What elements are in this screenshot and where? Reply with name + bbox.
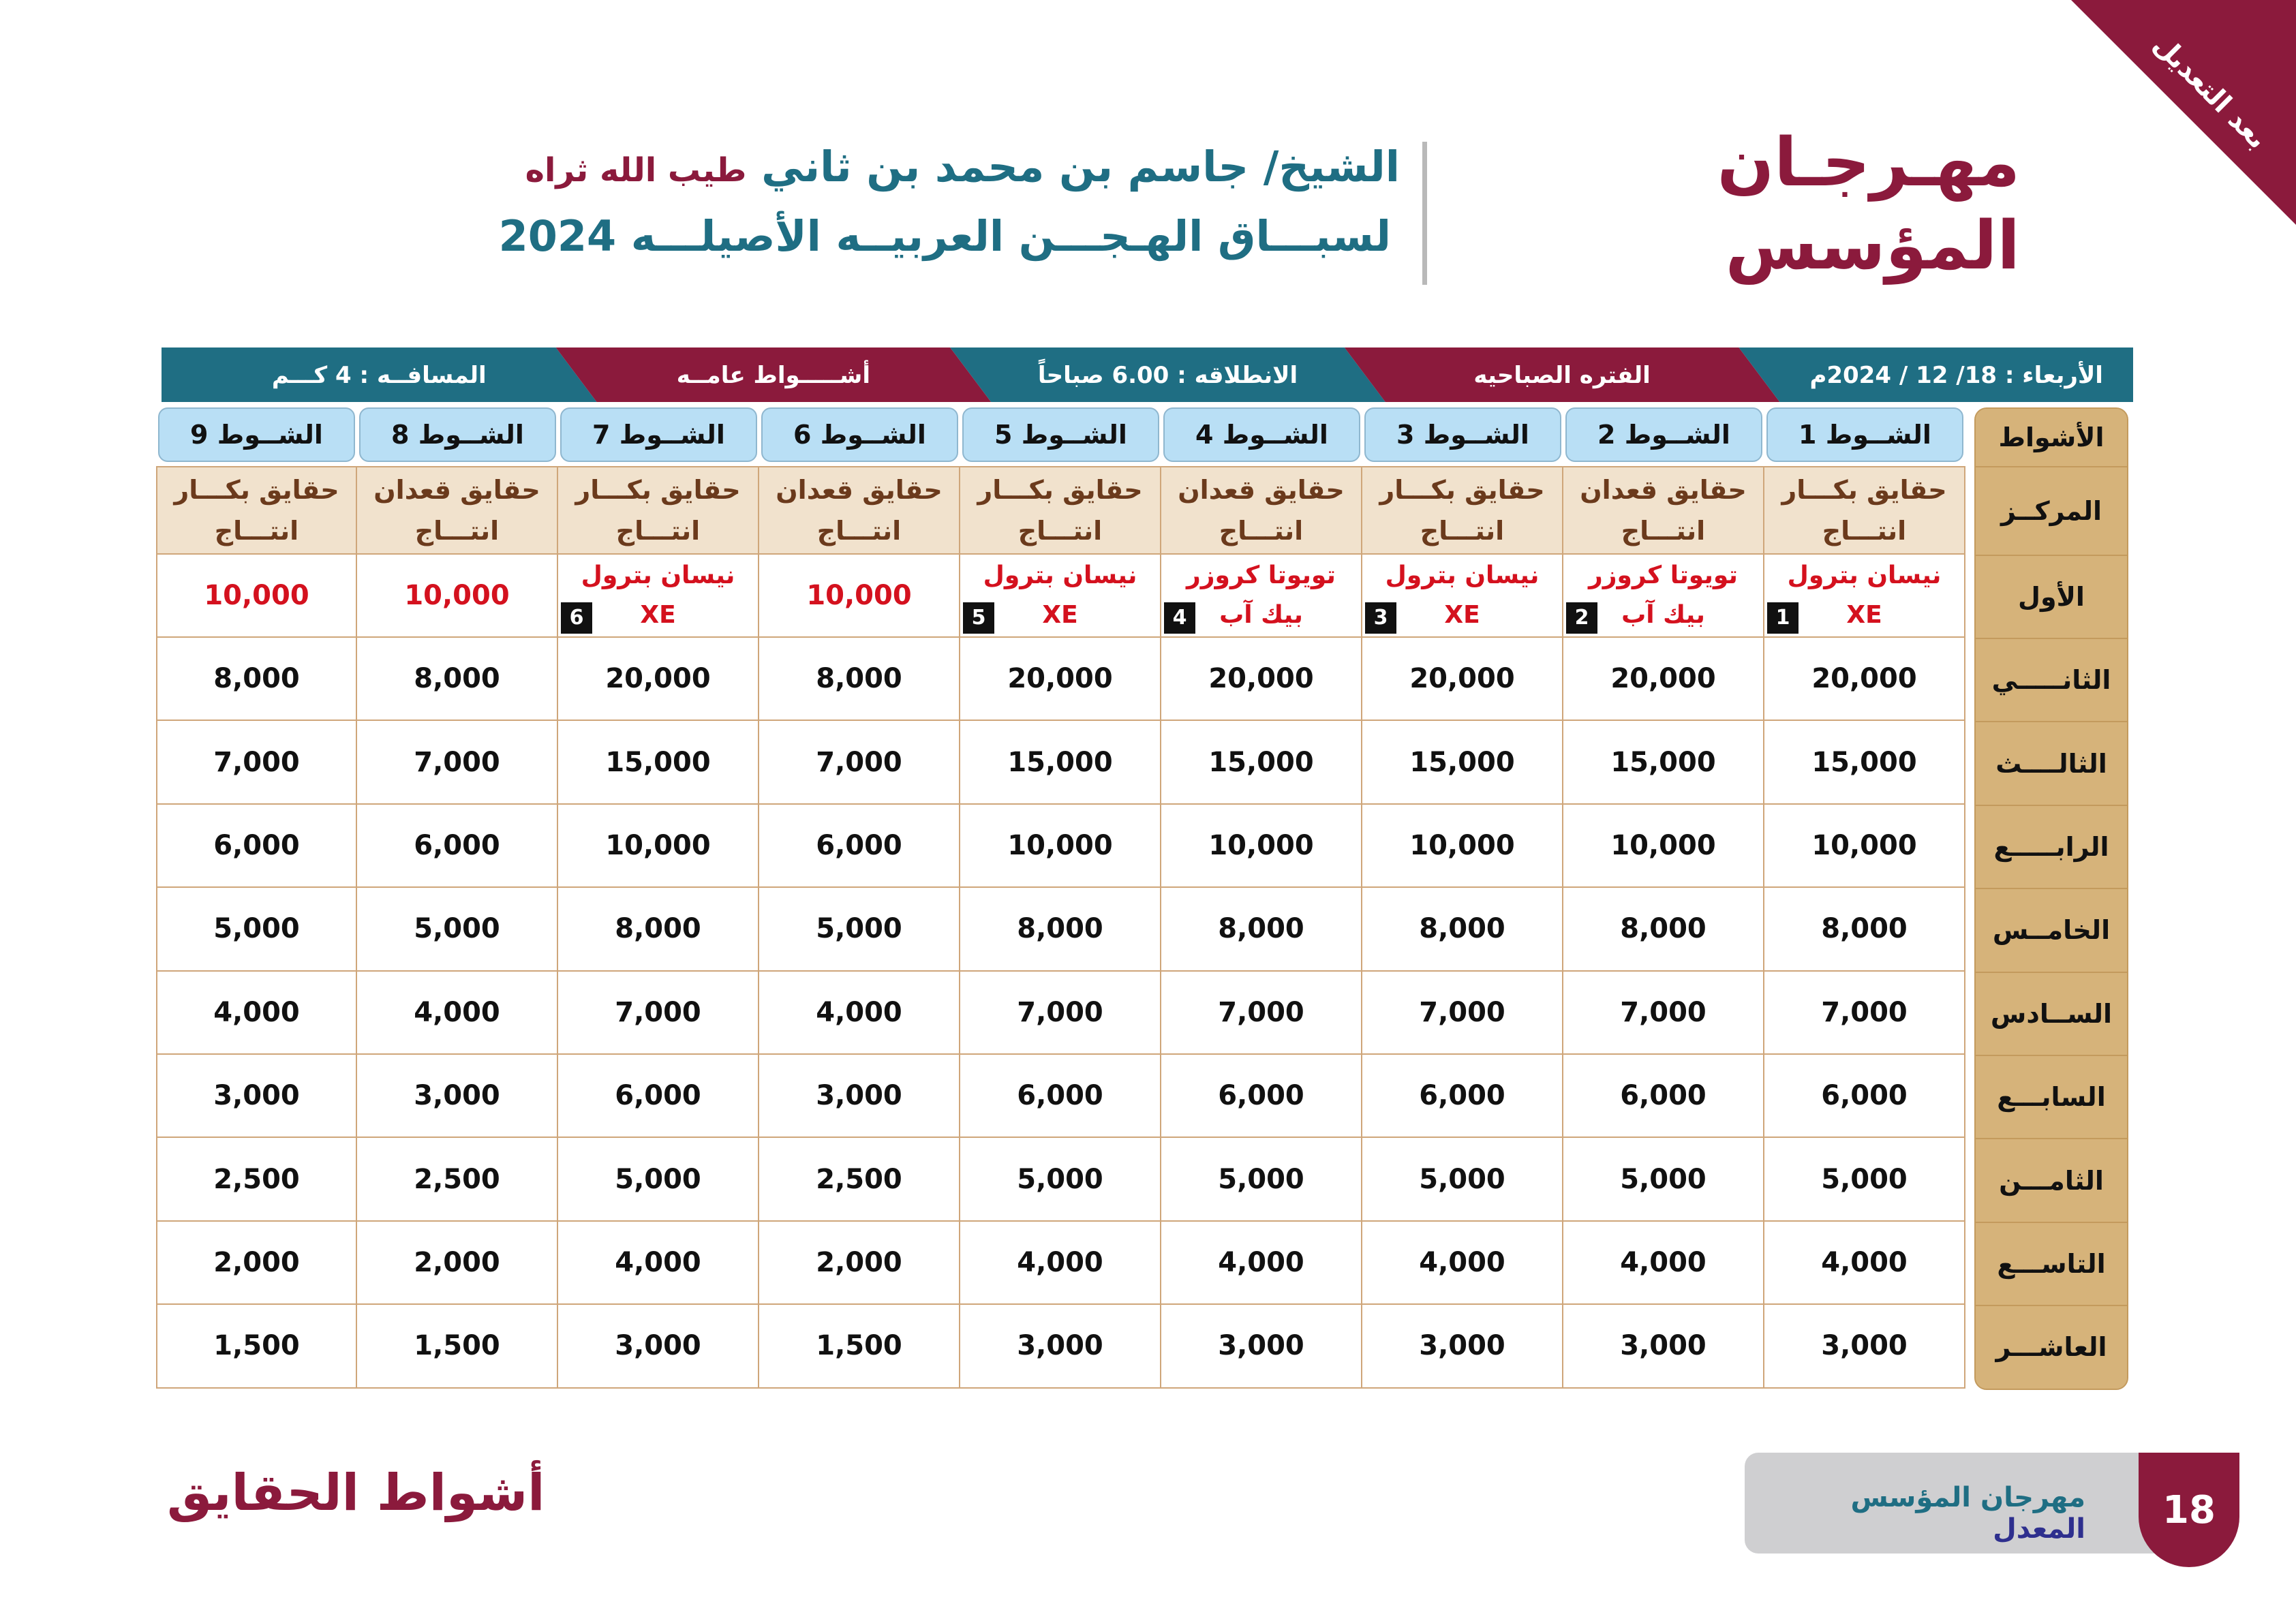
info-banner [162, 347, 2133, 402]
prize-cell: 10,000 [1161, 805, 1362, 888]
prize-cell: 1,500 [357, 1305, 558, 1388]
prize-cell: 10,000 [1764, 805, 1965, 888]
center-line: حقايق بكـــار [575, 475, 741, 505]
logo-line2: المؤسس [1725, 207, 2020, 285]
prize-cell: 7,000 [357, 721, 558, 804]
prize-cell: 5,000 [1161, 1138, 1362, 1221]
prize-cell: 3,000 [357, 1055, 558, 1138]
title-honorific: طيب الله ثراه [525, 151, 747, 189]
row-label: المركــز [1976, 467, 2127, 556]
first-prize-line: بيك آب [1219, 601, 1303, 629]
prize-cell: 6,000 [1764, 1055, 1965, 1138]
center-line: حقايق بكـــار [1379, 475, 1545, 505]
center-cell [156, 466, 357, 555]
row-labels-column [1974, 407, 2128, 1390]
prize-cell: 20,000 [1764, 638, 1965, 721]
prize-cell: 2,000 [759, 1222, 960, 1305]
row-label: الثامـــن [1976, 1139, 2127, 1222]
run-badge: 6 [561, 602, 592, 634]
title-line2: لسبـــاق الهـجـــن العربيــه الأصيلـــه 2024 [498, 211, 1391, 261]
prize-cell: 5,000 [759, 888, 960, 971]
prize-cell: 7,000 [1764, 972, 1965, 1055]
prize-cell: 4,000 [357, 972, 558, 1055]
footer-title: أشواط الحقايق [167, 1464, 545, 1522]
prize-cell: 7,000 [156, 721, 357, 804]
row-label: الأشواط [1976, 409, 2127, 467]
center-line: انتـــاج [816, 516, 902, 546]
page-pill-text [1758, 1482, 2085, 1545]
prize-cell: 7,000 [558, 972, 759, 1055]
center-cell [558, 466, 759, 555]
prize-cell: 15,000 [1362, 721, 1563, 804]
prize-cell: 3,000 [1563, 1305, 1764, 1388]
center-line: حقايق قعدان [1178, 475, 1345, 505]
run-badge: 1 [1767, 602, 1798, 634]
first-prize-line: نيسان بترول [581, 561, 735, 589]
prize-cell: 2,500 [759, 1138, 960, 1221]
prize-cell: 8,000 [1362, 888, 1563, 971]
prize-cell: 8,000 [960, 888, 1161, 971]
prize-cell: 5,000 [1563, 1138, 1764, 1221]
prize-cell: 8,000 [357, 638, 558, 721]
prize-cell: 5,000 [156, 888, 357, 971]
prize-cell: 20,000 [1362, 638, 1563, 721]
first-prize-line: تويوتا كروزر [1187, 561, 1336, 589]
run-header: الشــوط 9 [158, 407, 355, 462]
prize-cell: 6,000 [1362, 1055, 1563, 1138]
prize-cell: 4,000 [1563, 1222, 1764, 1305]
logo-line1: مهـرجـان [1717, 124, 2020, 202]
first-prize-cell: 10,000 [357, 555, 558, 638]
prize-cell: 20,000 [558, 638, 759, 721]
first-prize-line: XE [1846, 601, 1882, 629]
first-prize-cell [1362, 555, 1563, 638]
center-cell [357, 466, 558, 555]
prize-cell: 4,000 [759, 972, 960, 1055]
center-line: انتـــاج [615, 516, 701, 546]
first-prize-line: نيسان بترول [1787, 561, 1942, 589]
page-number: 18 [2139, 1453, 2239, 1567]
first-prize-cell [1563, 555, 1764, 638]
banner-segment-text: الانطلاقه : 6.00 صباحاً [1037, 362, 1298, 389]
first-prize-cell [960, 555, 1161, 638]
prize-cell: 15,000 [558, 721, 759, 804]
prize-cell: 5,000 [1764, 1138, 1965, 1221]
banner-segment-text: الفتره الصباحيه [1473, 362, 1651, 389]
row-label: السابـــع [1976, 1056, 2127, 1139]
first-prize-line: نيسان بترول [1385, 561, 1540, 589]
title-sheikh-name: الشيخ/ جاسم بن محمد بن ثاني [761, 142, 1400, 191]
first-prize-line: بيك آب [1621, 601, 1705, 629]
run-header: الشــوط 4 [1163, 407, 1360, 462]
corner-ribbon-bg [2071, 0, 2296, 225]
prize-cell: 15,000 [960, 721, 1161, 804]
prize-cell: 10,000 [1362, 805, 1563, 888]
row-label: الثالــــث [1976, 722, 2127, 805]
center-line: حقايق قعدان [1580, 475, 1747, 505]
prize-cell: 5,000 [960, 1138, 1161, 1221]
prize-cell: 6,000 [960, 1055, 1161, 1138]
prize-cell: 5,000 [558, 1138, 759, 1221]
prize-cell: 5,000 [357, 888, 558, 971]
prize-cell: 7,000 [960, 972, 1161, 1055]
run-header: الشــوط 2 [1565, 407, 1762, 462]
first-prize-cell [1764, 555, 1965, 638]
prize-cell: 1,500 [156, 1305, 357, 1388]
prize-cell: 6,000 [558, 1055, 759, 1138]
prize-cell: 10,000 [1563, 805, 1764, 888]
center-line: انتـــاج [1017, 516, 1103, 546]
first-prize-line: XE [640, 601, 676, 629]
first-prize-line: XE [1042, 601, 1078, 629]
run-header: الشــوط 1 [1766, 407, 1963, 462]
center-cell [1362, 466, 1563, 555]
first-prize-cell [1161, 555, 1362, 638]
prize-cell: 3,000 [156, 1055, 357, 1138]
prize-cell: 3,000 [558, 1305, 759, 1388]
prize-cell: 8,000 [1563, 888, 1764, 971]
row-label: الخامــس [1976, 889, 2127, 972]
center-line: انتـــاج [1621, 516, 1706, 546]
run-header: الشــوط 8 [359, 407, 556, 462]
title-divider [1422, 142, 1427, 285]
row-label: العاشـــر [1976, 1306, 2127, 1389]
prize-cell: 4,000 [1362, 1222, 1563, 1305]
run-badge: 3 [1365, 602, 1396, 634]
prize-cell: 4,000 [1764, 1222, 1965, 1305]
page-pill-accent: المعدل [1993, 1513, 2085, 1545]
prize-cell: 20,000 [1563, 638, 1764, 721]
run-badge: 5 [963, 602, 994, 634]
prize-cell: 8,000 [156, 638, 357, 721]
center-line: حقايق بكـــار [977, 475, 1143, 505]
first-prize-cell [558, 555, 759, 638]
prize-cell: 4,000 [156, 972, 357, 1055]
prize-cell: 15,000 [1161, 721, 1362, 804]
center-line: انتـــاج [1420, 516, 1505, 546]
prize-cell: 10,000 [960, 805, 1161, 888]
center-line: حقايق قعدان [776, 475, 943, 505]
prize-cell: 7,000 [1362, 972, 1563, 1055]
prize-cell: 3,000 [759, 1055, 960, 1138]
prize-cell: 2,500 [357, 1138, 558, 1221]
prize-cell: 3,000 [1161, 1305, 1362, 1388]
center-line: انتـــاج [1822, 516, 1907, 546]
festival-logo-title [1717, 121, 2020, 288]
prize-cell: 2,000 [357, 1222, 558, 1305]
prize-cell: 6,000 [759, 805, 960, 888]
run-badge: 2 [1566, 602, 1597, 634]
prize-cell: 2,500 [156, 1138, 357, 1221]
row-label: الســادس [1976, 973, 2127, 1056]
first-prize-line: XE [1444, 601, 1480, 629]
title-line1 [525, 142, 1400, 191]
prize-cell: 6,000 [156, 805, 357, 888]
run-header: الشــوط 5 [962, 407, 1159, 462]
page-pill-main: مهرجان المؤسس [1850, 1482, 2085, 1513]
center-line: حقايق بكـــار [1781, 475, 1947, 505]
prize-cell: 6,000 [1563, 1055, 1764, 1138]
prize-cell: 7,000 [759, 721, 960, 804]
prize-cell: 7,000 [1563, 972, 1764, 1055]
corner-ribbon-text: بعد التعديل [2147, 29, 2274, 155]
first-prize-cell: 10,000 [156, 555, 357, 638]
prize-cell: 3,000 [960, 1305, 1161, 1388]
center-cell [759, 466, 960, 555]
run-header: الشــوط 7 [560, 407, 757, 462]
prize-cell: 5,000 [1362, 1138, 1563, 1221]
prize-cell: 4,000 [960, 1222, 1161, 1305]
center-line: انتـــاج [214, 516, 299, 546]
center-cell [1563, 466, 1764, 555]
prize-cell: 8,000 [1161, 888, 1362, 971]
prize-cell: 15,000 [1764, 721, 1965, 804]
run-badge: 4 [1164, 602, 1195, 634]
prize-cell: 8,000 [558, 888, 759, 971]
center-cell [960, 466, 1161, 555]
prize-cell: 20,000 [1161, 638, 1362, 721]
prize-cell: 8,000 [759, 638, 960, 721]
prize-cell: 10,000 [558, 805, 759, 888]
prize-cell: 8,000 [1764, 888, 1965, 971]
first-prize-cell: 10,000 [759, 555, 960, 638]
corner-ribbon [2071, 0, 2296, 225]
first-prize-line: تويوتا كروزر [1589, 561, 1738, 589]
prize-cell: 20,000 [960, 638, 1161, 721]
prize-cell: 6,000 [357, 805, 558, 888]
row-label: التاســـع [1976, 1223, 2127, 1306]
prize-cell: 3,000 [1362, 1305, 1563, 1388]
prize-cell: 15,000 [1563, 721, 1764, 804]
prize-cell: 2,000 [156, 1222, 357, 1305]
first-prize-line: نيسان بترول [983, 561, 1137, 589]
prize-table [162, 407, 2128, 1390]
center-line: انتـــاج [414, 516, 500, 546]
prize-cell: 1,500 [759, 1305, 960, 1388]
row-label: الرابـــــع [1976, 806, 2127, 889]
center-cell [1161, 466, 1362, 555]
row-label: الأول [1976, 556, 2127, 639]
row-label: الثانـــــي [1976, 639, 2127, 722]
center-cell [1764, 466, 1965, 555]
run-header: الشــوط 3 [1364, 407, 1561, 462]
banner-segment-text: أشـــــواط عامــه [676, 362, 871, 389]
center-line: حقايق بكـــار [174, 475, 339, 505]
center-line: حقايق قعدان [373, 475, 540, 505]
run-header: الشــوط 6 [761, 407, 958, 462]
center-line: انتـــاج [1219, 516, 1304, 546]
prize-cell: 3,000 [1764, 1305, 1965, 1388]
prize-cell: 4,000 [558, 1222, 759, 1305]
prize-cell: 4,000 [1161, 1222, 1362, 1305]
banner-segment-text: المسافــه : 4 كـــم [271, 362, 487, 389]
prize-cell: 6,000 [1161, 1055, 1362, 1138]
prize-cell: 7,000 [1161, 972, 1362, 1055]
banner-segment-text: الأربعاء : 18/ 12 / 2024م [1809, 362, 2103, 389]
